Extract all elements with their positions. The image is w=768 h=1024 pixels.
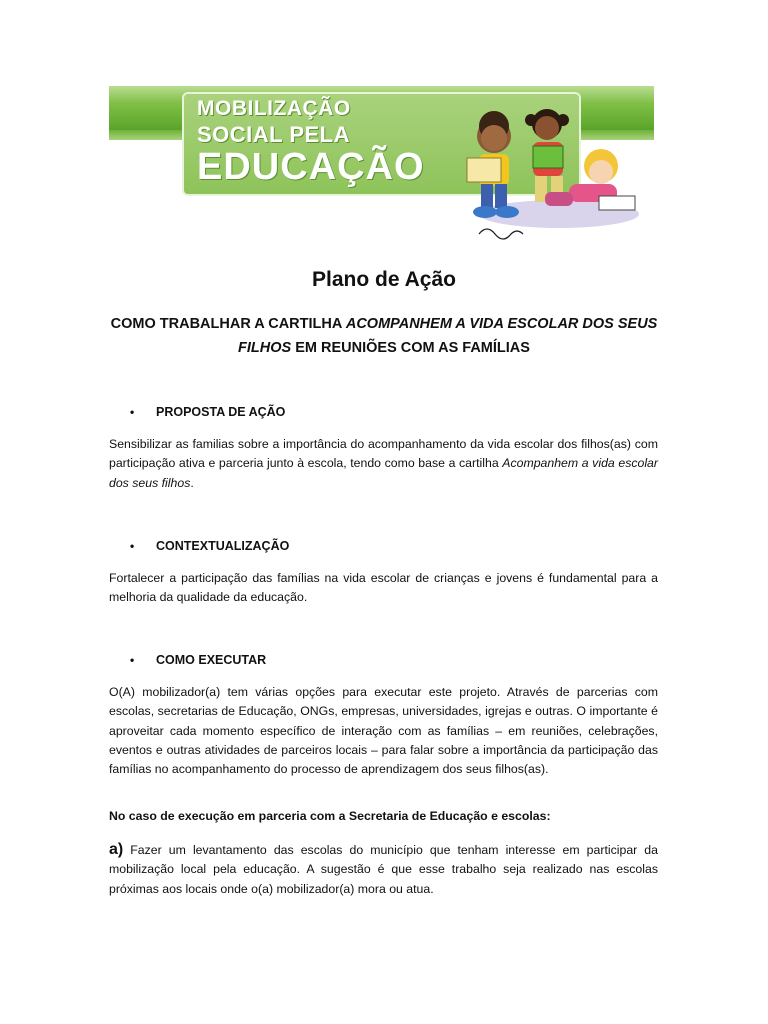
banner-line-2: SOCIAL PELA xyxy=(197,122,351,147)
document-title: Plano de Ação xyxy=(312,268,456,291)
bullet-icon: • xyxy=(130,405,135,419)
subtitle-part-3: EM REUNIÕES COM AS FAMÍLIAS xyxy=(291,340,530,356)
bullet-icon: • xyxy=(130,539,135,553)
banner-line-3: EDUCAÇÃO xyxy=(197,146,425,188)
section-heading-text: COMO EXECUTAR xyxy=(156,653,267,667)
section-heading-text: PROPOSTA DE AÇÃO xyxy=(156,405,286,419)
step-a-text: Fazer um levantamento das escolas do município que tenham interesse em participar da mobilização local pela educação. A sugestão é que esse trabalho seja realizado nas escolas próximas aos locais onde o(a) mobilizador(a) mora ou atua. xyxy=(109,843,658,896)
subtitle-booklet-name: ACOMPANHEM A VIDA ESCOLAR DOS SEUS FILHOS xyxy=(238,316,658,356)
children-reading-illustration xyxy=(449,96,649,246)
section-heading-text: CONTEXTUALIZAÇÃO xyxy=(156,539,290,553)
step-a-label: a) xyxy=(109,841,124,858)
paragraph-proposta xyxy=(109,435,658,493)
document-subtitle xyxy=(104,312,664,360)
banner-line-1: MOBILIZAÇÃO xyxy=(197,97,351,120)
step-a-paragraph xyxy=(109,840,658,899)
banner-image xyxy=(109,86,654,250)
bullet-icon: • xyxy=(130,653,135,667)
paragraph-como-executar: O(A) mobilizador(a) tem várias opções para executar este projeto. Através de parcerias com escolas, secretarias de Educação, ONGs, empresas, universidades, igrejas e outras. O importante é aproveitar cada momento específico de interação com as famílias – em reuniões, celebrações, eventos e outras atividades de parceiros locais – para falar sobre a importância da participação das famílias no acompanhamento do processo de aprendizagem dos seus filhos(as). xyxy=(109,685,658,777)
partnership-heading: No caso de execução em parceria com a Secretaria de Educação e escolas: xyxy=(109,809,551,823)
paragraph-text: Sensibilizar as familias sobre a importância do acompanhamento da vida escolar dos filhos(as) com participação ativa e parceria junto à escola, tendo como base a cartilha xyxy=(109,437,658,471)
subtitle-part-1: COMO TRABALHAR A CARTILHA xyxy=(110,316,346,332)
paragraph-contextualizacao: Fortalecer a participação das famílias na vida escolar de crianças e jovens é fundamental para a melhoria da qualidade da educação. xyxy=(109,571,658,605)
booklet-name-italic: Acompanhem a vida escolar dos seus filhos xyxy=(109,456,658,490)
paragraph-end: . xyxy=(190,475,194,490)
